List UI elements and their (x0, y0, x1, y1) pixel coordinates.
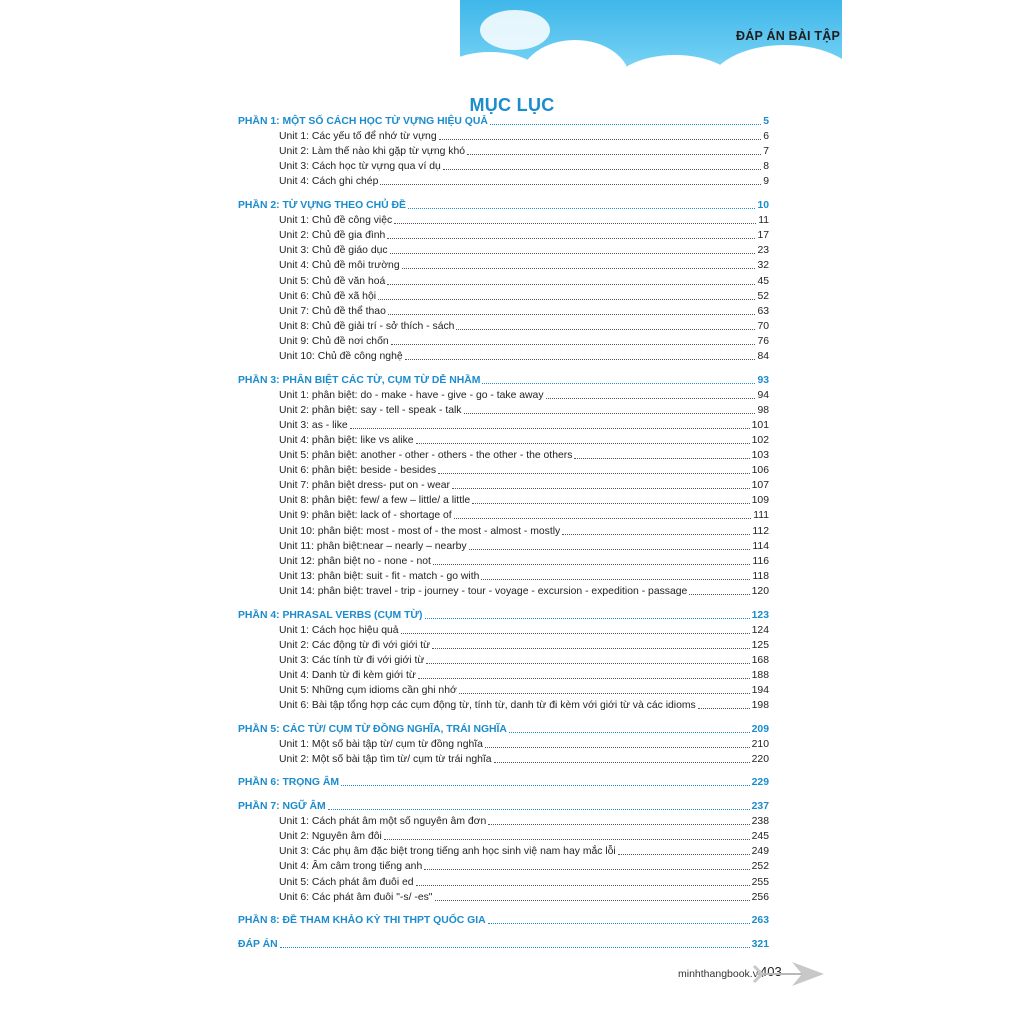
toc-unit-title: Unit 5: phân biệt: another - other - others - the other - the others (279, 450, 573, 462)
dot-leader (574, 457, 749, 459)
toc-unit (238, 638, 769, 653)
toc-unit-title: Unit 3: Các tính từ đi với giới từ (279, 654, 425, 666)
dot-leader (418, 677, 750, 679)
toc-section (238, 775, 769, 790)
toc-unit-title: Unit 10: Chủ đề công nghệ (279, 351, 403, 362)
toc-section-page: 321 (751, 938, 769, 950)
toc-section (238, 722, 769, 737)
dot-leader (618, 853, 750, 855)
toc-unit-page: 107 (751, 480, 769, 492)
toc-unit-title: Unit 3: as - like (279, 419, 348, 431)
toc-unit (238, 174, 769, 189)
dot-leader (464, 412, 756, 414)
dot-leader (424, 868, 749, 870)
dot-leader (426, 662, 749, 664)
toc-unit (238, 523, 769, 538)
toc-unit-title: Unit 3: Chủ đề giáo dục (279, 245, 388, 257)
toc-unit (238, 448, 769, 463)
toc-unit (238, 668, 769, 683)
dot-leader (435, 899, 750, 901)
toc-section-page: 123 (751, 609, 769, 621)
toc-unit-page: 198 (751, 700, 769, 712)
toc-unit-page: 109 (751, 495, 769, 507)
dot-leader (280, 946, 750, 948)
toc-section-page: 10 (757, 200, 769, 212)
dot-leader (328, 808, 750, 810)
toc-unit-page: 118 (752, 570, 769, 582)
toc-section (238, 937, 769, 952)
toc-unit-title: Unit 2: Một số bài tập tìm từ/ cụm từ trái nghĩa (279, 753, 492, 765)
toc-unit-title: Unit 6: Bài tập tổng hợp các cụm động từ, tính từ, danh từ đi kèm với giới từ và các idioms (279, 700, 696, 712)
dot-leader (467, 153, 761, 155)
toc-unit (238, 349, 769, 364)
toc-unit-page: 255 (751, 876, 769, 888)
dot-leader (488, 922, 750, 924)
toc-section-page: 5 (763, 116, 769, 128)
dot-leader (443, 168, 761, 170)
toc-unit-title: Unit 6: phân biệt: beside - besides (279, 465, 437, 477)
toc-unit (238, 463, 769, 478)
toc-unit-page: 112 (752, 525, 769, 537)
toc-unit-title: Unit 2: Chủ đề gia đình (279, 230, 386, 242)
toc-section-page: 209 (751, 723, 769, 735)
toc-unit-title: Unit 6: Chủ đề xã hội (279, 290, 377, 302)
dot-leader (416, 884, 750, 886)
toc-unit-title: Unit 2: phân biệt: say - tell - speak - talk (279, 404, 462, 416)
toc-unit-page: 106 (751, 465, 769, 477)
toc-unit-page: 102 (751, 434, 769, 446)
toc-unit-page: 63 (757, 305, 769, 317)
table-of-contents (238, 114, 769, 952)
toc-unit (238, 478, 769, 493)
toc-unit (238, 258, 769, 273)
dot-leader (380, 183, 761, 185)
toc-unit-page: 7 (763, 146, 769, 158)
toc-unit-page: 94 (757, 389, 769, 401)
dot-leader (401, 632, 750, 634)
toc-unit-title: Unit 7: Chủ đề thể thao (279, 305, 386, 317)
toc-unit-title: Unit 13: phân biệt: suit - fit - match - go with (279, 570, 480, 582)
toc-section-title: ĐÁP ÁN (238, 938, 278, 950)
toc-section (238, 913, 769, 928)
toc-unit-page: 17 (757, 230, 769, 242)
toc-section (238, 607, 769, 622)
toc-unit (238, 144, 769, 159)
toc-unit-page: 256 (751, 891, 769, 903)
dot-leader (408, 207, 756, 209)
footer-website: minhthangbook.vn (678, 968, 764, 980)
toc-unit-title: Unit 2: Nguyên âm đôi (279, 831, 382, 843)
toc-section-page: 93 (757, 374, 769, 386)
dot-leader (459, 692, 750, 694)
toc-section-title: PHẦN 2: TỪ VỰNG THEO CHỦ ĐỀ (238, 200, 406, 212)
toc-unit-title: Unit 10: phân biệt: most - most of - the most - almost - mostly (279, 525, 561, 537)
toc-unit-page: 8 (763, 161, 769, 173)
toc-unit-title: Unit 9: Chủ đề nơi chốn (279, 335, 389, 347)
dot-leader (387, 283, 755, 285)
toc-unit-page: 9 (763, 176, 769, 188)
toc-unit-page: 98 (757, 404, 769, 416)
toc-unit (238, 554, 769, 569)
toc-unit (238, 814, 769, 829)
toc-unit (238, 859, 769, 874)
dot-leader (452, 487, 750, 489)
toc-unit (238, 874, 769, 889)
dot-leader (485, 746, 750, 748)
toc-unit-page: 238 (751, 816, 769, 828)
toc-unit (238, 273, 769, 288)
toc-unit-title: Unit 5: Chủ đề văn hoá (279, 275, 386, 287)
toc-unit (238, 129, 769, 144)
toc-unit (238, 539, 769, 554)
toc-section (238, 373, 769, 388)
toc-unit-title: Unit 11: phân biệt:near – nearly – nearby (279, 540, 467, 552)
toc-unit (238, 289, 769, 304)
toc-unit-title: Unit 1: Chủ đề công việc (279, 215, 393, 227)
dot-leader (394, 222, 756, 224)
toc-unit-title: Unit 5: Những cụm idioms cần ghi nhớ (279, 684, 457, 696)
toc-section-page: 263 (751, 915, 769, 927)
toc-unit-page: 111 (753, 510, 769, 522)
toc-unit (238, 228, 769, 243)
toc-unit (238, 388, 769, 403)
dot-leader (456, 328, 755, 330)
toc-unit-title: Unit 4: Chủ đề môi trường (279, 260, 400, 272)
toc-unit (238, 890, 769, 905)
dot-leader (350, 427, 750, 429)
toc-unit (238, 584, 769, 599)
toc-unit (238, 159, 769, 174)
toc-unit-page: 116 (752, 555, 769, 567)
toc-section-title: PHẦN 7: NGỮ ÂM (238, 801, 326, 813)
dot-leader (391, 343, 756, 345)
toc-unit-title: Unit 7: phân biệt dress- put on - wear (279, 480, 450, 492)
dot-leader (439, 138, 762, 140)
toc-unit-page: 23 (757, 245, 769, 257)
toc-unit-page: 125 (751, 639, 769, 651)
toc-unit-page: 252 (751, 861, 769, 873)
toc-unit-page: 70 (757, 320, 769, 332)
dot-leader (509, 731, 750, 733)
toc-unit-title: Unit 1: Cách học hiệu quả (279, 624, 399, 636)
toc-unit (238, 829, 769, 844)
airplane-arrow-icon (752, 958, 826, 990)
toc-unit-title: Unit 12: phân biệt no - none - not (279, 555, 431, 567)
toc-section-title: PHẦN 4: PHRASAL VERBS (CỤM TỪ) (238, 609, 423, 621)
toc-unit-title: Unit 2: Các động từ đi với giới từ (279, 639, 431, 651)
dot-leader (405, 358, 756, 360)
dot-leader (490, 123, 761, 125)
toc-unit-page: 194 (751, 684, 769, 696)
dot-leader (387, 237, 755, 239)
toc-unit-title: Unit 14: phân biệt: travel - trip - journey - tour - voyage - excursion - expedition - passage (279, 585, 688, 597)
header-title: ĐÁP ÁN BÀI TẬP (736, 29, 840, 43)
dot-leader (494, 761, 750, 763)
toc-unit (238, 418, 769, 433)
toc-unit (238, 433, 769, 448)
toc-unit (238, 737, 769, 752)
toc-unit-title: Unit 1: phân biệt: do - make - have - give - go - take away (279, 389, 544, 401)
toc-unit-page: 220 (751, 753, 769, 765)
toc-unit (238, 844, 769, 859)
toc-unit (238, 623, 769, 638)
toc-unit-page: 103 (751, 450, 769, 462)
dot-leader (384, 838, 750, 840)
toc-unit-page: 114 (752, 540, 769, 552)
dot-leader (390, 252, 756, 254)
toc-section (238, 799, 769, 814)
dot-leader (378, 298, 755, 300)
toc-section-title: PHẦN 1: MỘT SỐ CÁCH HỌC TỪ VỰNG HIỆU QUẢ (238, 116, 488, 128)
toc-unit-title: Unit 1: Các yếu tố để nhớ từ vựng (279, 131, 437, 143)
dot-leader (481, 578, 750, 580)
toc-unit-page: 120 (751, 585, 769, 597)
toc-section (238, 198, 769, 213)
toc-unit-title: Unit 1: Một số bài tập từ/ cụm từ đồng nghĩa (279, 738, 483, 750)
toc-unit-page: 210 (751, 738, 769, 750)
toc-section-title: PHẦN 6: TRỌNG ÂM (238, 777, 340, 789)
toc-unit (238, 653, 769, 668)
toc-unit-page: 76 (757, 335, 769, 347)
page-number: 403 (760, 964, 782, 979)
toc-unit-page: 52 (757, 290, 769, 302)
dot-leader (689, 593, 749, 595)
toc-unit-page: 45 (757, 275, 769, 287)
dot-leader (416, 442, 750, 444)
toc-unit (238, 508, 769, 523)
toc-section-title: PHẦN 5: CÁC TỪ/ CỤM TỪ ĐỒNG NGHĨA, TRÁI NGHĨA (238, 723, 507, 735)
dot-leader (546, 397, 756, 399)
dot-leader (388, 313, 756, 315)
toc-unit (238, 319, 769, 334)
toc-unit-page: 245 (751, 831, 769, 843)
toc-unit-page: 32 (757, 260, 769, 272)
toc-unit-title: Unit 1: Cách phát âm một số nguyên âm đơn (279, 816, 487, 828)
toc-unit-page: 6 (763, 131, 769, 143)
dot-leader (472, 502, 749, 504)
toc-unit-page: 168 (751, 654, 769, 666)
toc-unit-title: Unit 5: Cách phát âm đuôi ed (279, 876, 414, 888)
toc-unit-title: Unit 4: Âm câm trong tiếng anh (279, 861, 423, 873)
toc-unit (238, 304, 769, 319)
dot-leader (454, 517, 752, 519)
toc-unit-title: Unit 6: Các phát âm đuôi "-s/ -es" (279, 891, 433, 903)
toc-unit-page: 188 (751, 669, 769, 681)
dot-leader (425, 617, 750, 619)
dot-leader (488, 823, 749, 825)
toc-unit (238, 334, 769, 349)
toc-section-page: 229 (751, 777, 769, 789)
toc-unit-title: Unit 4: Cách ghi chép (279, 176, 379, 188)
dot-leader (341, 784, 750, 786)
toc-section-title: PHẦN 8: ĐỀ THAM KHẢO KỲ THI THPT QUỐC GIA (238, 915, 486, 927)
dot-leader (432, 647, 750, 649)
dot-leader (698, 707, 750, 709)
dot-leader (438, 472, 750, 474)
toc-unit-title: Unit 4: phân biệt: like vs alike (279, 434, 414, 446)
toc-section (238, 114, 769, 129)
toc-unit (238, 243, 769, 258)
toc-unit (238, 752, 769, 767)
toc-unit-page: 249 (751, 846, 769, 858)
toc-unit (238, 569, 769, 584)
toc-section-page: 237 (751, 801, 769, 813)
toc-unit-page: 101 (751, 419, 769, 431)
toc-unit (238, 493, 769, 508)
toc-unit (238, 403, 769, 418)
toc-unit-page: 124 (751, 624, 769, 636)
toc-unit-title: Unit 8: phân biệt: few/ a few – little/ a little (279, 495, 471, 507)
toc-unit-title: Unit 3: Các phụ âm đặc biệt trong tiếng anh học sinh việ nam hay mắc lỗi (279, 846, 616, 858)
toc-unit-page: 84 (757, 351, 769, 362)
dot-leader (482, 382, 755, 384)
dot-leader (433, 563, 750, 565)
dot-leader (402, 267, 756, 269)
toc-unit (238, 213, 769, 228)
toc-unit-title: Unit 3: Cách học từ vựng qua ví dụ (279, 161, 441, 173)
toc-unit-title: Unit 9: phân biệt: lack of - shortage of (279, 510, 452, 522)
header-sky-banner (460, 0, 842, 92)
toc-unit (238, 698, 769, 713)
toc-unit-page: 11 (758, 215, 769, 227)
dot-leader (469, 548, 751, 550)
dot-leader (562, 533, 750, 535)
toc-unit-title: Unit 4: Danh từ đi kèm giới từ (279, 669, 416, 681)
toc-unit-title: Unit 8: Chủ đề giải trí - sở thích - sách (279, 320, 455, 332)
toc-unit-title: Unit 2: Làm thế nào khi gặp từ vựng khó (279, 146, 466, 158)
toc-title: MỤC LỤC (469, 95, 555, 115)
toc-unit (238, 683, 769, 698)
toc-section-title: PHẦN 3: PHÂN BIỆT CÁC TỪ, CỤM TỪ DỄ NHẦM (238, 374, 481, 386)
